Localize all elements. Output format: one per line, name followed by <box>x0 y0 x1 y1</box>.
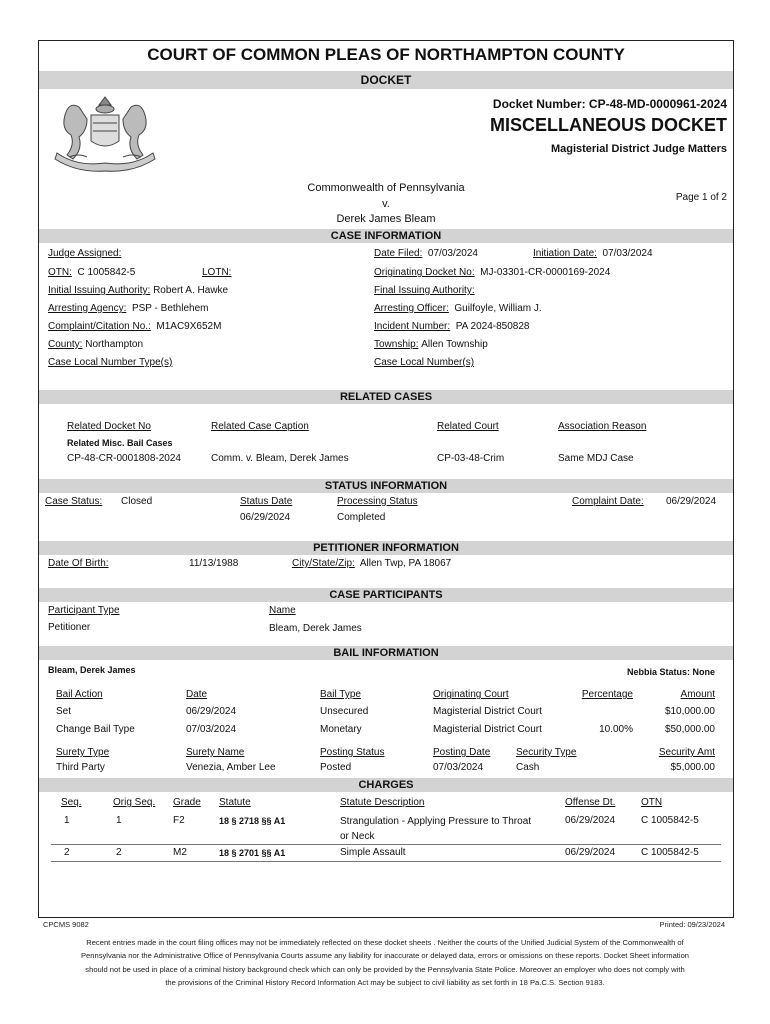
charge-1-seq: 1 <box>64 815 70 826</box>
related-caption: Comm. v. Bleam, Derek James <box>211 453 349 464</box>
grade-col: Grade <box>173 797 201 808</box>
bail-row-2-amount: $50,000.00 <box>664 724 715 735</box>
status-date-label: Status Date <box>240 496 293 507</box>
date-filed-row: Date Filed: 07/03/2024 <box>374 248 478 259</box>
surety-name-col: Surety Name <box>186 747 245 758</box>
statute-col: Statute <box>219 797 251 808</box>
bail-information-header: BAIL INFORMATION <box>39 646 733 660</box>
participant-name-label: Name <box>269 605 296 616</box>
association-reason-col: Association Reason <box>558 421 647 432</box>
charge-2-orig-seq: 2 <box>116 847 122 858</box>
charge-2-seq: 2 <box>64 847 70 858</box>
pennsylvania-seal-icon <box>49 93 161 175</box>
initiation-date-row: Initiation Date: 07/03/2024 <box>533 248 653 259</box>
charges-header: CHARGES <box>39 778 733 792</box>
township-row: Township: Allen Township <box>374 339 488 350</box>
case-local-type-label: Case Local Number Type(s) <box>48 357 173 368</box>
participant-type: Petitioner <box>48 622 91 633</box>
caption-line-1: Commonwealth of Pennsylvania <box>307 182 465 194</box>
surety-type-col: Surety Type <box>56 747 110 758</box>
charge-1-desc-line-2: or Neck <box>340 831 375 842</box>
otn-row: OTN: C 1005842-5 <box>48 267 136 278</box>
complaint-citation-row: Complaint/Citation No.: M1AC9X652M <box>48 321 222 332</box>
city-state-zip-row: City/State/Zip: Allen Twp, PA 18067 <box>292 558 452 569</box>
charge-1-offense-date: 06/29/2024 <box>565 815 616 826</box>
orig-seq-col: Orig Seq. <box>113 797 156 808</box>
printed-date: Printed: 09/23/2024 <box>659 920 725 929</box>
posting-status: Posted <box>320 762 352 773</box>
related-caption-col: Related Case Caption <box>211 421 309 432</box>
charge-1-otn: C 1005842-5 <box>641 815 699 826</box>
charges-bottom-rule <box>51 861 721 862</box>
bail-row-2-orig: Magisterial District Court <box>433 724 542 735</box>
charge-1-statute: 18 § 2718 §§ A1 <box>219 816 286 826</box>
processing-status-value: Completed <box>337 512 386 523</box>
bail-row-1-amount: $10,000.00 <box>664 706 715 717</box>
charge-2-otn: C 1005842-5 <box>641 847 699 858</box>
related-cases-header: RELATED CASES <box>39 390 733 404</box>
processing-status-label: Processing Status <box>337 496 418 507</box>
charge-1-grade: F2 <box>173 815 185 826</box>
related-court-col: Related Court <box>437 421 499 432</box>
bail-row-1-orig: Magisterial District Court <box>433 706 542 717</box>
percentage-col: Percentage <box>581 689 633 700</box>
charge-divider <box>51 844 721 845</box>
arresting-agency-row: Arresting Agency: PSP - Bethlehem <box>48 303 209 314</box>
otn-col: OTN <box>641 797 663 808</box>
bail-action-col: Bail Action <box>56 689 103 700</box>
bail-type-col: Bail Type <box>320 689 361 700</box>
status-information-header: STATUS INFORMATION <box>39 479 733 493</box>
surety-name: Venezia, Amber Lee <box>186 762 276 773</box>
bail-person: Bleam, Derek James <box>48 665 136 675</box>
offense-date-col: Offense Dt. <box>565 797 616 808</box>
case-participants-header: CASE PARTICIPANTS <box>39 588 733 602</box>
docket-page <box>38 40 734 918</box>
disclaimer-text: Recent entries made in the court filing offices may not be immediately reflected on these docket sheets . Neither the courts of the Unified Judicial System of the Commonwealth of Pennsylvania nor the Administrative Office of Pennsylvania Courts assume any liability for inaccurate or delayed data, errors or omissions on these reports. Docket Sheet information should not be used in place of a criminal history background check which can only be provided by the Pennsylvania State Police. Moreover an employer who does not comply with the provisions of the Criminal History Record Information Act may be subject to civil liability as set forth in 18 Pa.C.S. Section 9183. <box>80 938 690 988</box>
docket-subtype: Magisterial District Judge Matters <box>550 143 727 155</box>
charge-2-statute: 18 § 2701 §§ A1 <box>219 848 286 858</box>
status-date-value: 06/29/2024 <box>240 512 291 523</box>
bail-row-1-type: Unsecured <box>320 706 369 717</box>
participant-name: Bleam, Derek James <box>269 623 362 634</box>
security-amount: $5,000.00 <box>670 762 715 773</box>
court-title: COURT OF COMMON PLEAS OF NORTHAMPTON COUNTY <box>147 45 625 64</box>
charge-2-offense-date: 06/29/2024 <box>565 847 616 858</box>
participant-type-label: Participant Type <box>48 605 120 616</box>
arresting-officer-row: Arresting Officer: Guilfoyle, William J. <box>374 303 542 314</box>
case-local-number-label: Case Local Number(s) <box>374 357 475 368</box>
case-status-value: Closed <box>121 496 153 507</box>
nebbia-status: Nebbia Status: None <box>626 667 715 677</box>
dob-label: Date Of Birth: <box>48 558 109 569</box>
bail-row-2-action: Change Bail Type <box>56 724 135 735</box>
charge-2-desc: Simple Assault <box>340 847 406 858</box>
statute-description-col: Statute Description <box>340 797 425 808</box>
docket-bar: DOCKET <box>39 71 733 89</box>
bail-date-col: Date <box>186 689 208 700</box>
bail-row-1-date: 06/29/2024 <box>186 706 237 717</box>
final-issuing-authority-label: Final Issuing Authority: <box>374 285 475 296</box>
page-indicator: Page 1 of 2 <box>675 192 727 203</box>
case-status-label: Case Status: <box>45 496 103 507</box>
originating-court-col: Originating Court <box>433 689 509 700</box>
complaint-date-value: 06/29/2024 <box>666 496 717 507</box>
related-group: Related Misc. Bail Cases <box>67 438 173 448</box>
docket-number: Docket Number: CP-48-MD-0000961-2024 <box>492 97 727 111</box>
incident-number-row: Incident Number: PA 2024-850828 <box>374 321 530 332</box>
charge-1-orig-seq: 1 <box>116 815 122 826</box>
posting-date-col: Posting Date <box>433 747 491 758</box>
complaint-date-label: Complaint Date: <box>572 496 644 507</box>
security-type-col: Security Type <box>516 747 577 758</box>
form-number: CPCMS 9082 <box>43 920 89 929</box>
bail-row-2-pct: 10.00% <box>599 724 633 735</box>
docket-type: MISCELLANEOUS DOCKET <box>489 115 727 135</box>
judge-label: Judge Assigned: <box>48 248 122 259</box>
posting-status-col: Posting Status <box>320 747 385 758</box>
caption-line-2: v. <box>382 198 390 210</box>
charge-2-grade: M2 <box>173 847 187 858</box>
seq-col: Seq. <box>61 797 82 808</box>
security-type: Cash <box>516 762 540 773</box>
amount-col: Amount <box>680 689 715 700</box>
bail-row-1-action: Set <box>56 706 72 717</box>
lotn-label: LOTN: <box>202 267 232 278</box>
related-docket-col: Related Docket No <box>67 421 151 432</box>
related-docket: CP-48-CR-0001808-2024 <box>67 453 181 464</box>
caption-line-3: Derek James Bleam <box>336 213 436 225</box>
petitioner-information-header: PETITIONER INFORMATION <box>39 541 733 555</box>
security-amt-col: Security Amt <box>658 747 715 758</box>
case-information-header: CASE INFORMATION <box>39 229 733 243</box>
related-reason: Same MDJ Case <box>558 453 634 464</box>
charge-1-desc-line-1: Strangulation - Applying Pressure to Throat <box>340 816 532 827</box>
dob-value: 11/13/1988 <box>189 558 239 569</box>
bail-row-2-type: Monetary <box>320 724 362 735</box>
bail-row-2-date: 07/03/2024 <box>186 724 237 735</box>
surety-type: Third Party <box>56 762 105 773</box>
originating-docket-row: Originating Docket No: MJ-03301-CR-0000169-2024 <box>374 267 611 278</box>
initial-issuing-authority-row: Initial Issuing Authority: Robert A. Hawke <box>48 285 229 296</box>
related-court: CP-03-48-Crim <box>437 453 505 464</box>
posting-date: 07/03/2024 <box>433 762 484 773</box>
county-row: County: Northampton <box>48 339 144 350</box>
